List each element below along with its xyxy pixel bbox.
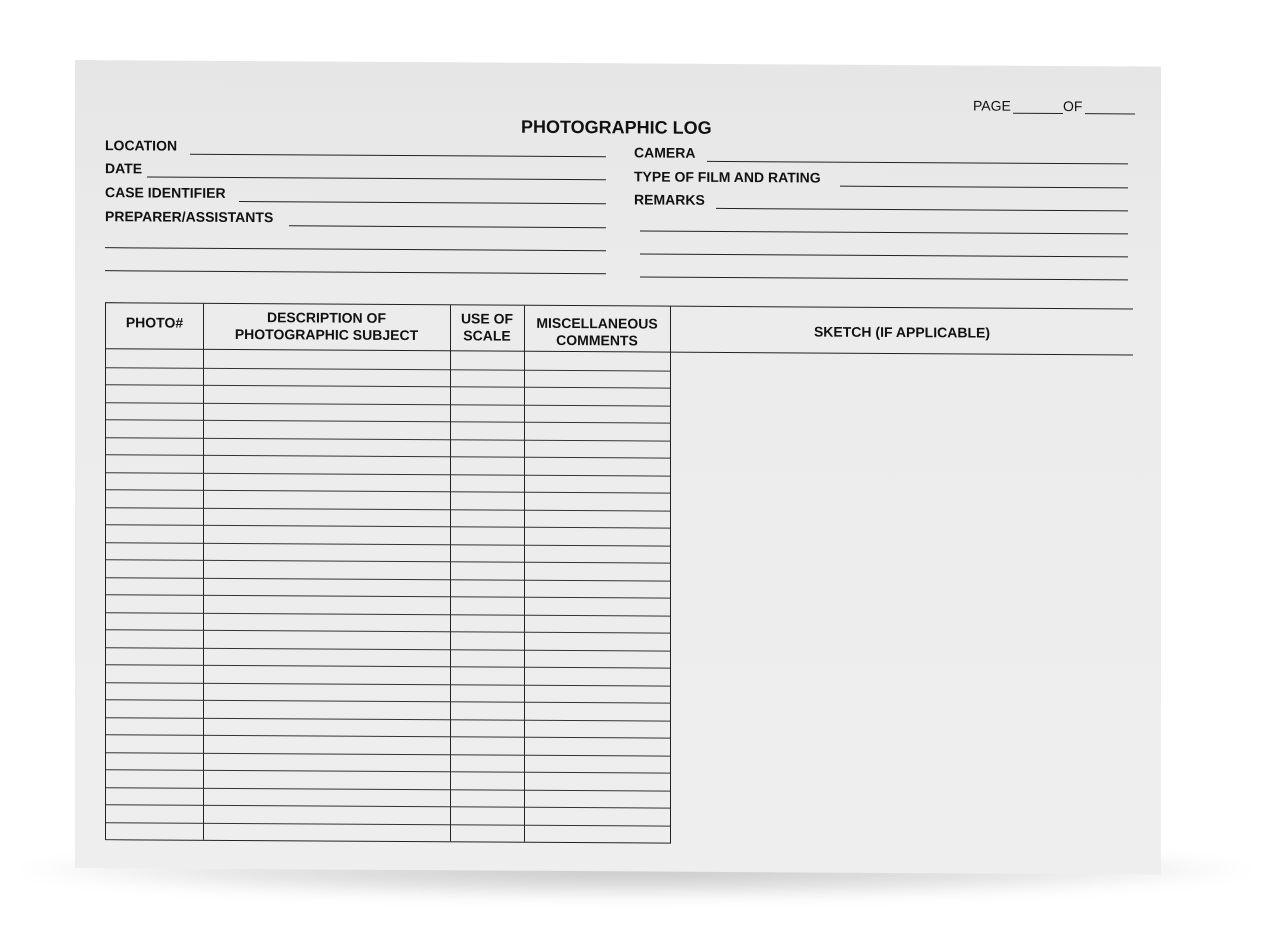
table-row <box>106 489 670 493</box>
table-row <box>106 717 670 721</box>
table-row <box>106 367 670 371</box>
table-row <box>106 699 670 703</box>
photo-log-table <box>105 302 671 843</box>
sketch-top-line <box>671 306 1133 310</box>
remarks-extra-line <box>640 276 1128 280</box>
page-label: PAGE <box>973 97 1011 114</box>
remarks-extra-line <box>640 230 1128 234</box>
table-row <box>106 577 670 581</box>
table-row <box>106 787 670 791</box>
table-row <box>106 734 670 738</box>
table-row <box>106 472 670 476</box>
date-line <box>147 176 606 180</box>
table-row <box>106 769 670 773</box>
column-header-description: DESCRIPTION OF PHOTOGRAPHIC SUBJECT <box>234 309 419 344</box>
table-row <box>106 629 670 633</box>
column-header-photo-number: PHOTO# <box>125 314 184 331</box>
sketch-label: SKETCH (IF APPLICABLE) <box>813 323 991 341</box>
column-header-use-of-scale: USE OF SCALE <box>460 310 514 344</box>
sketch-header-divider <box>671 352 1133 356</box>
camera-label: CAMERA <box>634 144 696 161</box>
camera-line <box>707 161 1128 165</box>
form-title: PHOTOGRAPHIC LOG <box>521 116 712 138</box>
preparer-extra-line <box>105 247 606 251</box>
table-row <box>106 804 670 808</box>
remarks-extra-line <box>640 253 1128 257</box>
table-row <box>106 419 670 423</box>
table-row <box>106 507 670 511</box>
table-row <box>106 594 670 598</box>
table-row <box>106 612 670 616</box>
table-row <box>106 454 670 458</box>
table-row <box>106 822 670 826</box>
film-rating-line <box>840 186 1128 189</box>
page-number-line <box>1013 113 1063 114</box>
photographic-log-sheet <box>75 60 1161 875</box>
remarks-label: REMARKS <box>634 191 705 208</box>
remarks-line <box>716 208 1128 212</box>
preparer-extra-line <box>105 270 606 274</box>
of-label: OF <box>1063 98 1083 115</box>
table-row <box>106 437 670 441</box>
table-row <box>106 542 670 546</box>
table-row <box>106 752 670 756</box>
column-header-misc-comments: MISCELLANEOUS COMMENTS <box>536 314 658 349</box>
case-identifier-line <box>239 201 606 204</box>
table-row <box>106 647 670 651</box>
film-rating-label: TYPE OF FILM AND RATING <box>634 168 821 186</box>
page-total-line <box>1085 113 1135 114</box>
table-rows <box>106 303 670 306</box>
date-label: DATE <box>105 160 143 177</box>
case-identifier-label: CASE IDENTIFIER <box>105 184 226 201</box>
preparer-assistants-label: PREPARER/ASSISTANTS <box>105 208 274 226</box>
table-row <box>106 664 670 668</box>
preparer-line <box>289 225 606 228</box>
location-line <box>190 154 606 158</box>
table-row <box>106 402 670 406</box>
table-row <box>106 682 670 686</box>
location-label: LOCATION <box>105 137 178 154</box>
table-row <box>106 384 670 388</box>
table-row <box>106 524 670 528</box>
table-row <box>106 559 670 563</box>
